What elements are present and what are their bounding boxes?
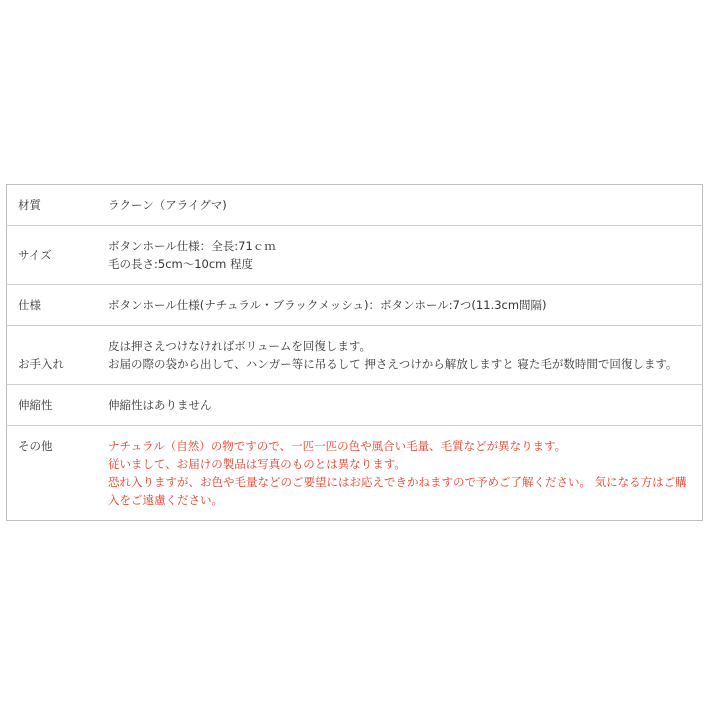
spec-value-line: ボタンホール仕様(ナチュラル・ブラックメッシュ)：ボタンホール:7つ(11.3cm間隔) bbox=[108, 298, 547, 312]
spec-note-line: 恐れ入りますが、お色や毛量などのご要望にはお応えできかねますので予めご了解ください。 気になる方はご購入をご遠慮ください。 bbox=[108, 475, 687, 507]
spec-row-material bbox=[7, 185, 703, 226]
spec-label: 伸縮性 bbox=[7, 385, 109, 426]
spec-row-spec bbox=[7, 285, 703, 326]
spec-value bbox=[108, 226, 703, 285]
spec-label: 材質 bbox=[18, 198, 41, 212]
spec-value-line: 毛の長さ:5cm〜10cm 程度 bbox=[108, 257, 254, 271]
spec-value-line: 皮は押さえつけなければボリュームを回復します。 bbox=[108, 339, 372, 353]
spec-value-line: ボタンホール仕様：全長:71ｃｍ bbox=[108, 239, 276, 253]
spec-row-other bbox=[7, 426, 703, 521]
spec-value bbox=[108, 426, 703, 521]
spec-row-stretch bbox=[7, 385, 703, 426]
spec-label: お手入れ bbox=[7, 326, 109, 385]
spec-row-care bbox=[7, 326, 703, 385]
spec-value bbox=[108, 185, 703, 226]
product-spec-table bbox=[6, 184, 703, 521]
spec-label: その他 bbox=[7, 426, 109, 521]
spec-value bbox=[108, 285, 703, 326]
spec-value-line: 伸縮性はありません bbox=[108, 398, 212, 412]
spec-value-line: お届の際の袋から出して、ハンガー等に吊るして 押さえつけから解放しますと 寝た毛が数時間で回復します。 bbox=[108, 357, 678, 371]
spec-note-line: 従いまして、お届けの製品は写真のものとは異なります。 bbox=[108, 457, 406, 471]
spec-label: サイズ bbox=[7, 226, 109, 285]
spec-row-size bbox=[7, 226, 703, 285]
spec-note-line: ナチュラル（自然）の物ですので、一匹一匹の色や風合い毛量、毛質などが異なります。 bbox=[108, 439, 567, 453]
spec-value bbox=[108, 385, 703, 426]
spec-label: 仕様 bbox=[7, 285, 109, 326]
spec-value-line: ラクーン（アライグマ) bbox=[108, 198, 227, 212]
spec-value bbox=[108, 326, 703, 385]
